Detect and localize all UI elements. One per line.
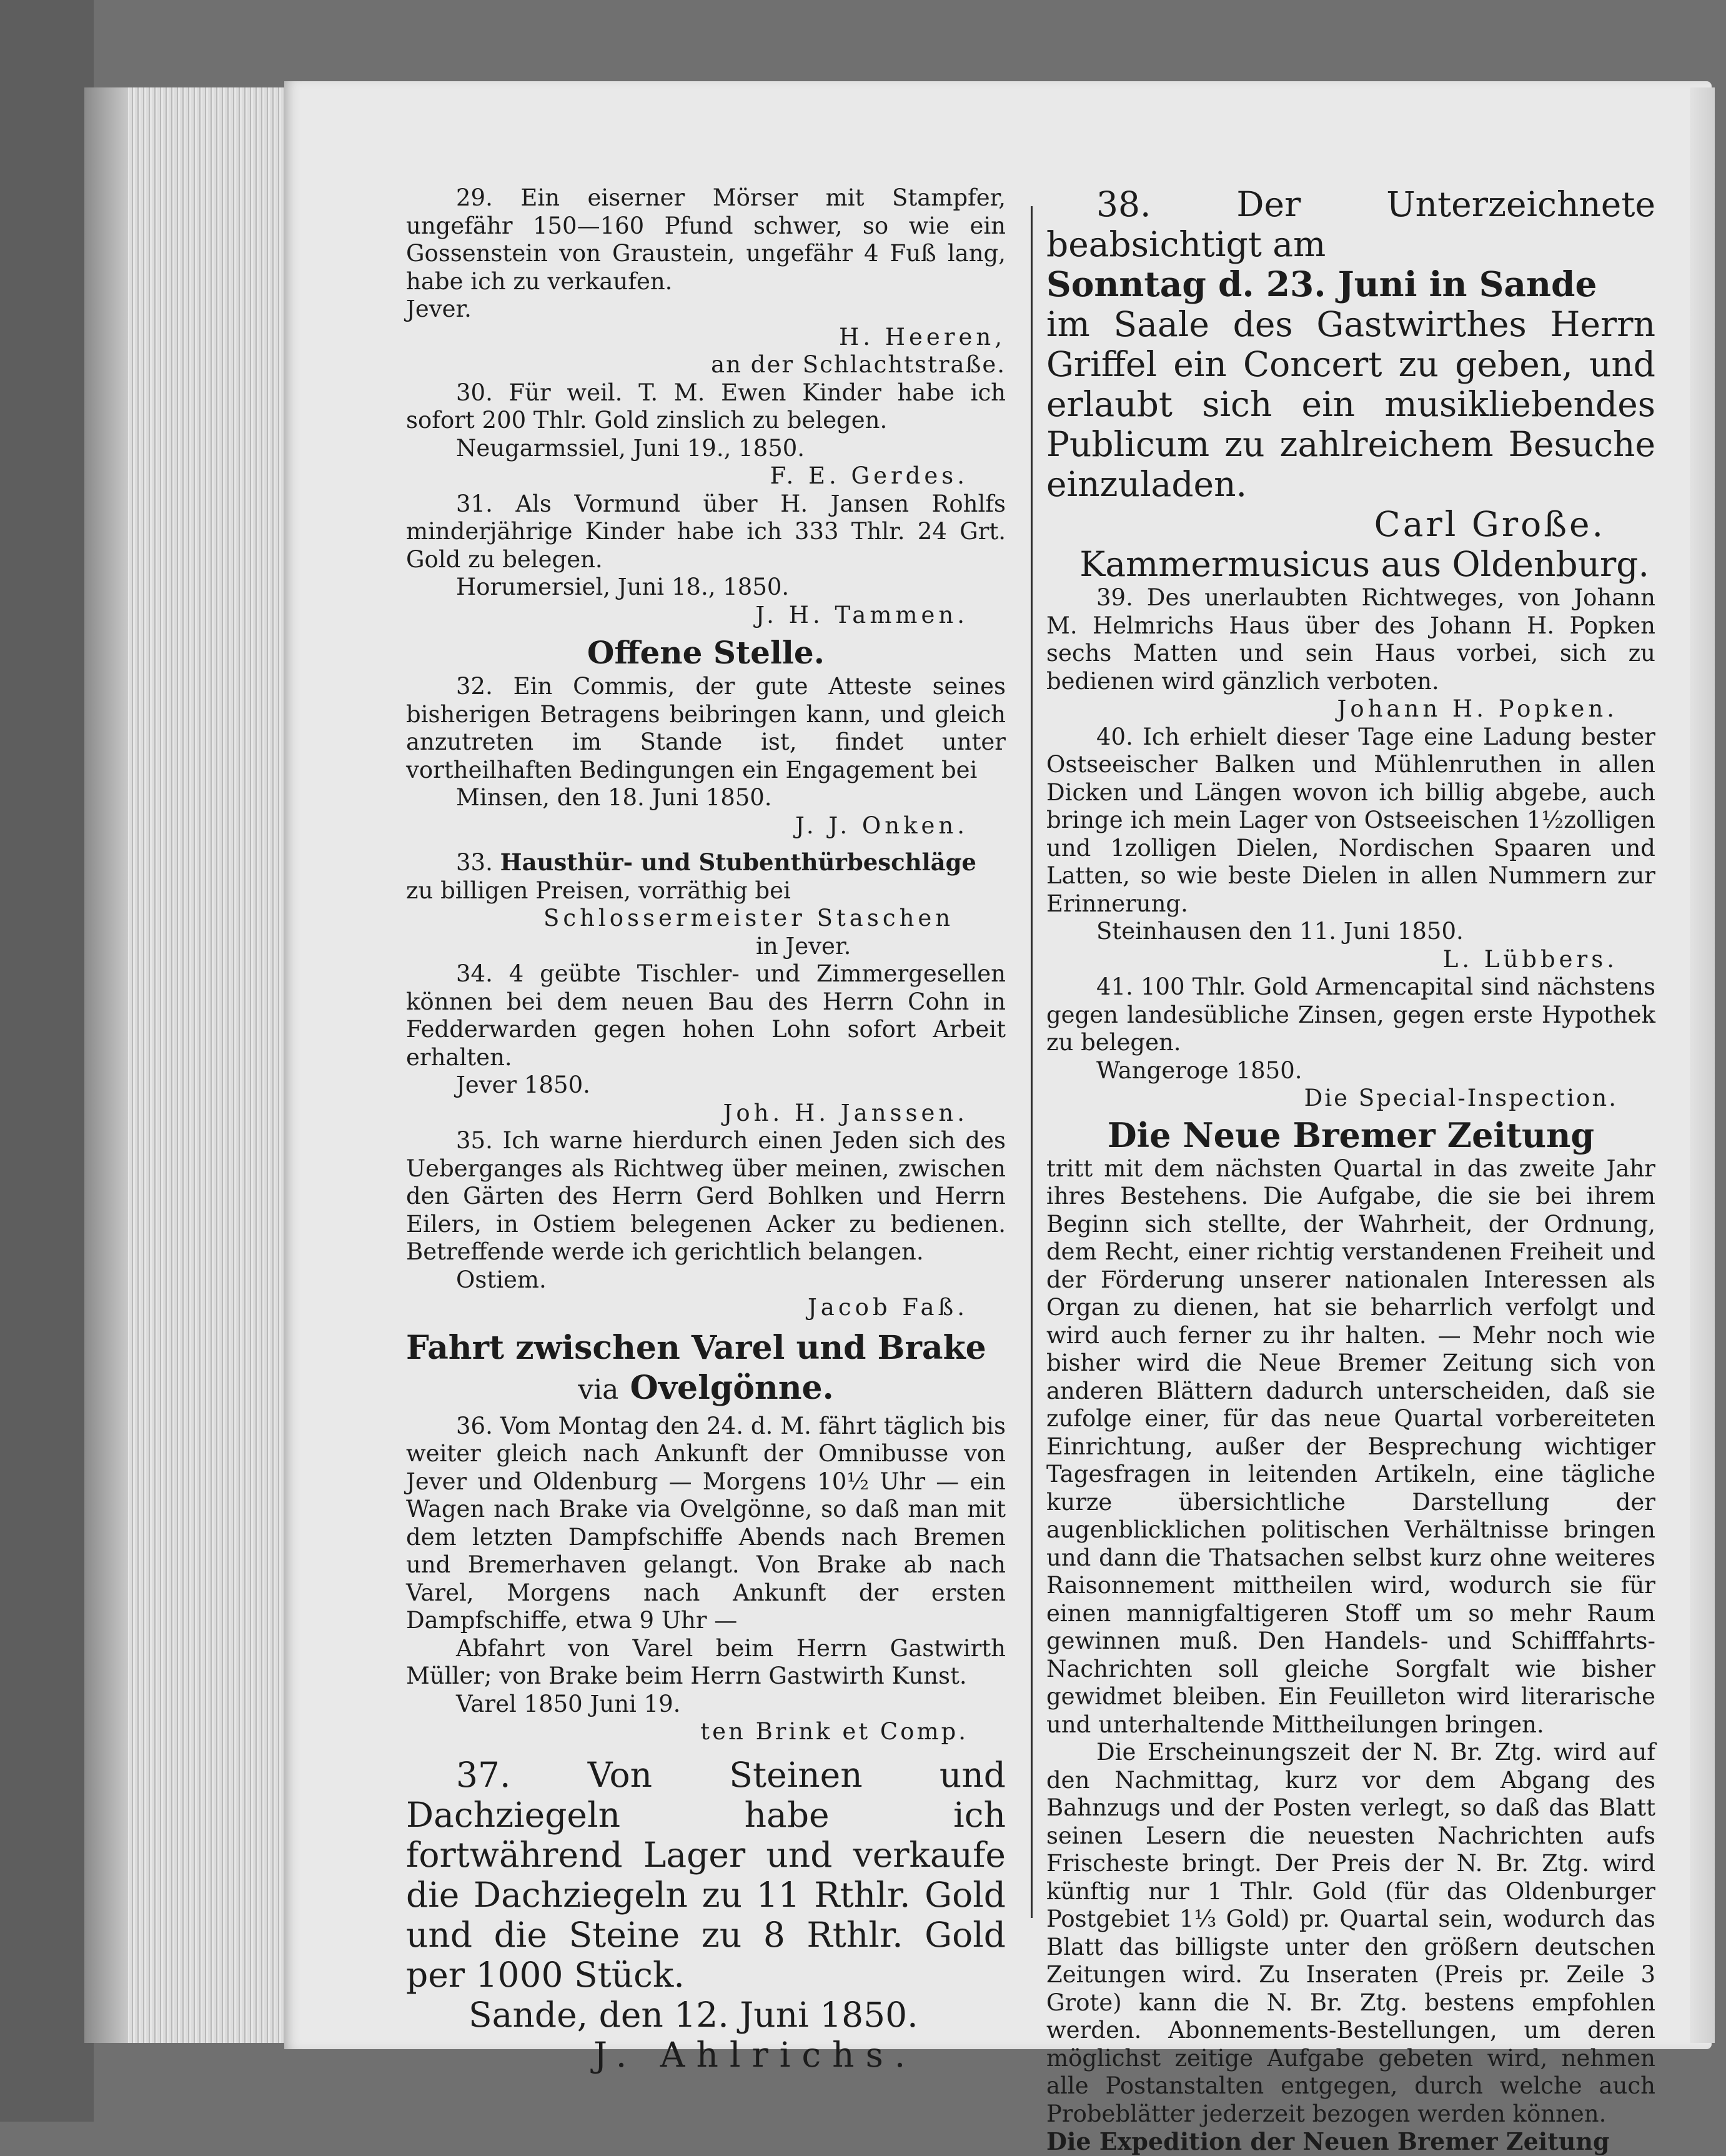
ad-34-location: Jever 1850. (456, 1071, 590, 1098)
ad-37 (406, 1755, 1006, 2075)
ad-35-location: Ostiem. (456, 1266, 547, 1293)
ad-zeitung (1046, 1155, 1655, 2156)
ad-35 (406, 1127, 1006, 1322)
scan-background (0, 0, 94, 2122)
ad-36-departure: Abfahrt von Varel beim Herrn Gastwirth Müller; von Brake beim Herrn Gastwirth Kunst. (406, 1634, 1006, 1689)
ad-41 (1046, 973, 1655, 1113)
ad-29 (406, 184, 1006, 379)
ad-31-text: 31. Als Vormund über H. Jansen Rohlfs minderjährige Kinder habe ich 333 Thlr. 24 Grt. Gold zu belegen. (406, 490, 1006, 573)
ad-35-text: 35. Ich warne hierdurch einen Jeden sich des Ueberganges als Richtweg über meinen, zwischen den Gärten des Herrn Gerd Bohlken und Herrn Eilers, in Ostiem belegenen Acker zu bedienen. Betreffende werde ich gerichtlich belangen. (406, 1127, 1006, 1265)
ad-33-signature-place: in Jever. (756, 932, 851, 960)
ad-29-signature-address: an der Schlachtstraße. (711, 351, 1006, 378)
ad-38-body: im Saale des Gastwirthes Herrn Griffel ein Concert zu geben, und erlaubt sich ein musikliebendes Publicum zu zahlreichem Besuche einzuladen. (1046, 304, 1655, 504)
ad-32-text: 32. Ein Commis, der gute Atteste seines bisherigen Betragens beibringen kann, und gleich anzutreten im Stande ist, findet unter vortheilhaften Bedingungen ein Engagement bei (406, 673, 1006, 783)
ad-41-text: 41. 100 Thlr. Gold Armencapital sind nächstens gegen landesübliche Zinsen, gegen erste Hypothek zu belegen. (1046, 973, 1655, 1056)
left-column (406, 184, 1006, 2075)
ad-30-location: Neugarmssiel, Juni 19., 1850. (456, 434, 805, 462)
zeitung-signature: Die Expedition der Neuen Bremer Zeitung (1046, 2127, 1610, 2155)
ad-38-signature-title: Kammermusicus aus Oldenburg. (1079, 544, 1649, 584)
ad-34-text: 34. 4 geübte Tischler- und Zimmergesellen können bei dem neuen Bau des Herrn Cohn in Fedderwarden gegen hohen Lohn sofort Arbeit erhalten. (406, 960, 1006, 1071)
heading-neue-bremer-zeitung: Die Neue Bremer Zeitung (1107, 1115, 1595, 1155)
ad-34-signature: Joh. H. Janssen. (723, 1099, 968, 1126)
ad-36 (406, 1413, 1006, 1746)
book-spine-shadow (84, 87, 128, 2043)
zeitung-paragraph-2: Die Erscheinungszeit der N. Br. Ztg. wird auf den Nachmittag, kurz vor dem Abgang des Bahnzugs und der Posten verlegt, so daß das Blatt seinen Lesern die neuesten Nachrichten aufs Frischeste bringt. Der Preis der N. Br. Ztg. wird künftig nur 1 Thlr. Gold (für das Oldenburger Postgebiet 1⅓ Gold) pr. Quartal sein, wodurch das Blatt das billigste unter den größern deutschen Zeitungen wird. Zu Inseraten (Preis pr. Zeile 3 Grote) kann die N. Br. Ztg. bestens empfohlen werden. Abonnements-Bestellungen, um deren möglichst zeitige Aufgabe gebeten wird, nehmen alle Postanstalten entgegen, durch welche auch Probeblätter jederzeit bezogen werden können. (1046, 1739, 1655, 2127)
ad-37-signature: J. Ahlrichs. (593, 2034, 917, 2075)
ad-30 (406, 379, 1006, 490)
ad-40-signature: L. Lübbers. (1442, 945, 1618, 973)
heading-fahrt: Fahrt zwischen Varel und Brake (406, 1328, 986, 1367)
ad-30-signature: F. E. Gerdes. (770, 462, 968, 489)
ad-38-date: Sonntag d. 23. Juni in Sande (1046, 264, 1597, 304)
ad-39-text: 39. Des unerlaubten Richtweges, von Johann M. Helmrichs Haus über des Johann H. Popken sechs Matten und sein Haus vorbei, sich zu bedienen wird gänzlich verboten. (1046, 584, 1655, 695)
ad-33 (406, 848, 1006, 960)
ad-29-signature: H. Heeren, (838, 323, 1006, 350)
ad-39-signature: Johann H. Popken. (1337, 695, 1618, 722)
ad-31 (406, 490, 1006, 630)
ad-38-signature: Carl Große. (1374, 504, 1605, 544)
ad-31-signature: J. H. Tammen. (755, 601, 968, 628)
ad-38-text: 38. Der Unterzeichnete beabsichtigt am (1046, 184, 1655, 264)
ad-35-signature: Jacob Faß. (807, 1294, 968, 1321)
ad-32 (406, 673, 1006, 840)
ad-40-text: 40. Ich erhielt dieser Tage eine Ladung bester Ostseeischer Balken und Mühlenruthen in allen Dicken und Längen wovon ich billig abgebe, auch bringe ich mein Lager von Ostseeischen 1½zolligen und 1zolligen Dielen, Nordischen Spaaren und Latten, so wie beste Dielen in allen Nummern zur Erinnerung. (1046, 723, 1655, 917)
ad-29-text: 29. Ein eiserner Mörser mit Stampfer, ungefähr 150—160 Pfund schwer, so wie ein Gossenstein von Graustein, ungefähr 4 Fuß lang, habe ich zu verkaufen. (406, 184, 1006, 295)
heading-fahrt-via: via (578, 1373, 619, 1406)
right-column (1046, 184, 1655, 2156)
ad-32-signature: J. J. Onken. (795, 812, 968, 839)
ad-36-text: 36. Vom Montag den 24. d. M. fährt täglich bis weiter gleich nach Ankunft der Omnibusse von Jever und Oldenburg — Morgens 10½ Uhr — ein Wagen nach Brake via Ovelgönne, so daß man mit dem letzten Dampfschiffe Abends nach Bremen und Bremerhaven gelangt. Von Brake ab nach Varel, Morgens nach Ankunft der ersten Dampfschiffe, etwa 9 Uhr — (406, 1412, 1006, 1634)
zeitung-paragraph-1: tritt mit dem nächsten Quartal in das zweite Jahr ihres Bestehens. Die Aufgabe, die sie bei ihrem Beginn sich stellte, der Wahrheit, der Ordnung, dem Recht, einer richtig verstandenen Freiheit und der Förderung unserer nationalen Interessen als Organ zu dienen, hat sie beharrlich verfolgt und wird auch ferner zu ihr halten. — Mehr noch wie bisher wird die Neue Bremer Zeitung sich von anderen Blättern dadurch unterscheiden, daß sie zufolge einer, für das neue Quartal vorbereiteten Einrichtung, außer der Besprechung wichtiger Tagesfragen in leitenden Artikeln, eine tägliche kurze übersichtliche Darstellung der augenblicklichen politischen Verhältnisse bringen und dann die Thatsachen selbst kurz ohne weiteres Raisonnement mittheilen wird, wodurch sie für einen mannigfaltigeren Stoff um so mehr Raum gewinnen muß. Den Handels- und Schifffahrts-Nachrichten soll gleiche Sorgfalt wie bisher gewidmet bleiben. Ein Feuilleton wird literarische und unterhaltende Mittheilungen bringen. (1046, 1155, 1655, 1738)
ad-41-signature: Die Special-Inspection. (1304, 1085, 1618, 1111)
ad-37-location: Sande, den 12. Juni 1850. (469, 1994, 918, 2035)
ad-40 (1046, 723, 1655, 974)
column-divider (1031, 206, 1033, 1918)
ad-33-bold-title: Hausthür- und Stubenthürbeschläge (500, 848, 976, 876)
ad-33-text: zu billigen Preisen, vorräthig bei (406, 877, 791, 904)
heading-offene-stelle: Offene Stelle. (587, 634, 825, 671)
ad-34 (406, 960, 1006, 1127)
ad-40-location: Steinhausen den 11. Juni 1850. (1096, 918, 1464, 945)
ad-37-text: 37. Von Steinen und Dachziegeln habe ich fortwährend Lager und verkaufe die Dachziegeln zu 11 Rthlr. Gold und die Steine zu 8 Rthlr. Gold per 1000 Stück. (406, 1754, 1006, 1995)
ad-33-number: 33. (456, 849, 493, 876)
page-right-edge (1690, 87, 1715, 2043)
ad-33-signature: Schlossermeister Staschen (543, 905, 955, 931)
ad-38 (1046, 184, 1655, 584)
ad-29-location: Jever. (406, 296, 472, 322)
ad-41-location: Wangeroge 1850. (1096, 1056, 1302, 1084)
ad-31-location: Horumersiel, Juni 18., 1850. (456, 574, 790, 600)
ad-39 (1046, 584, 1655, 723)
ad-30-text: 30. Für weil. T. M. Ewen Kinder habe ich sofort 200 Thlr. Gold zinslich zu belegen. (406, 379, 1006, 434)
ad-32-location: Minsen, den 18. Juni 1850. (456, 784, 772, 811)
ad-36-signature: ten Brink et Comp. (700, 1718, 968, 1745)
ad-36-location: Varel 1850 Juni 19. (456, 1690, 681, 1717)
heading-fahrt-ovelgoenne: Ovelgönne. (630, 1368, 834, 1407)
